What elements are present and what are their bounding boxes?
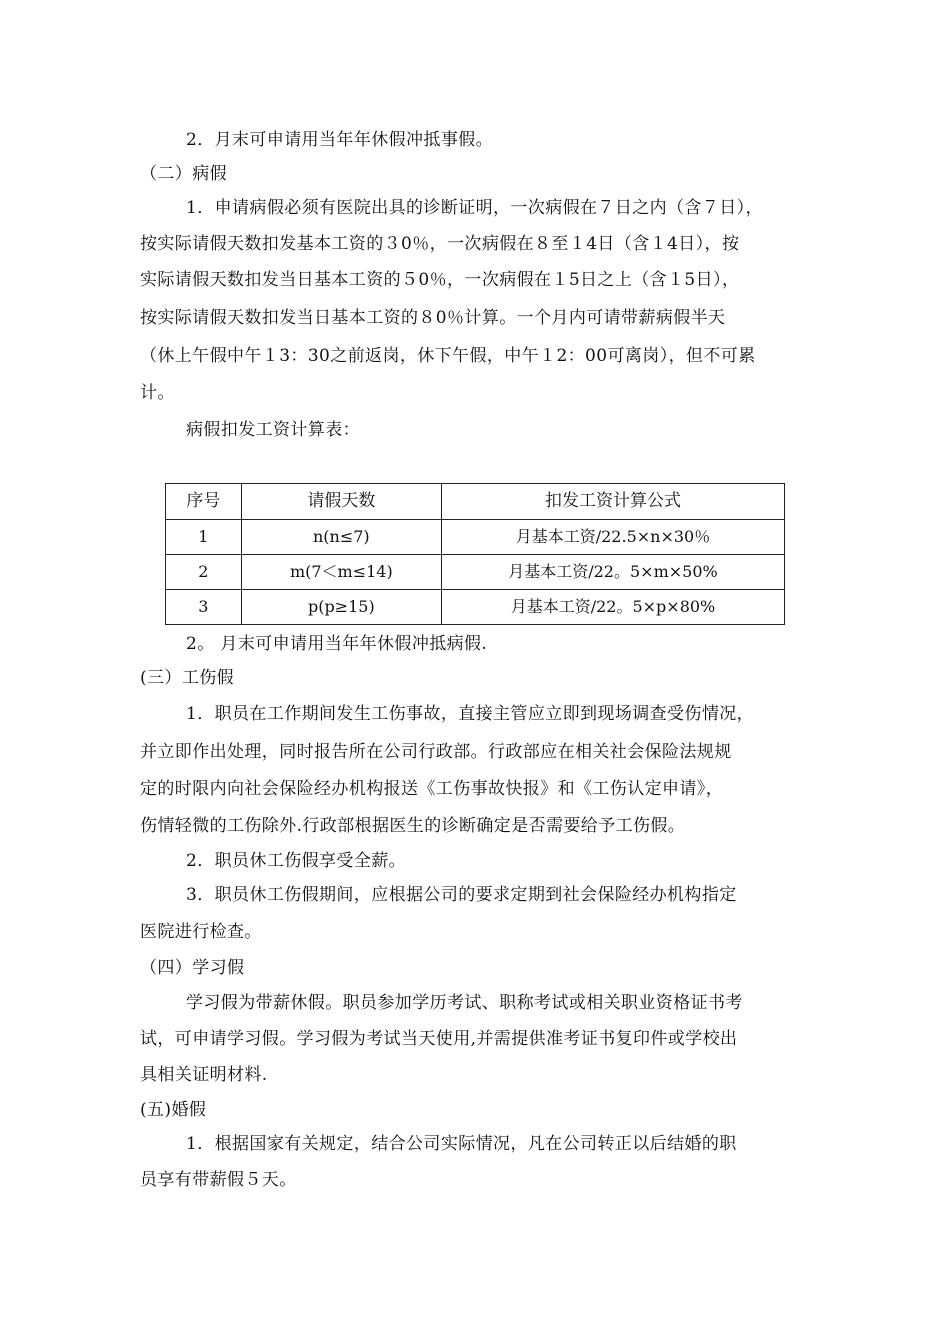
table-cell: n(n≤7) xyxy=(241,520,441,555)
table-header-row xyxy=(166,484,785,520)
paragraph-line: 伤情轻微的工伤除外.行政部根据医生的诊断确定是否需要给予工伤假。 xyxy=(140,816,686,836)
paragraph-line: 1．申请病假必须有医院出具的诊断证明，一次病假在７日之内（含７日）， xyxy=(186,198,763,218)
table-cell: 2 xyxy=(166,555,242,590)
section-heading: （四）学习假 xyxy=(140,958,245,978)
table-row xyxy=(166,590,785,625)
column-header: 请假天数 xyxy=(241,484,441,520)
table-cell: 月基本工资/22.5×n×30％ xyxy=(441,520,784,555)
section-heading: (三）工伤假 xyxy=(140,668,235,688)
paragraph-line: 2．月末可申请用当年年休假冲抵事假。 xyxy=(186,130,494,150)
paragraph-line: 2。 月末可申请用当年年休假冲抵病假. xyxy=(186,634,488,654)
paragraph-line: 并立即作出处理，同时报告所在公司行政部。行政部应在相关社会保险法规规 xyxy=(140,742,732,762)
column-header: 扣发工资计算公式 xyxy=(441,484,784,520)
paragraph-line: 定的时限内向社会保险经办机构报送《工伤事故快报》和《工伤认定申请》， xyxy=(140,779,724,799)
paragraph-line: 医院进行检查。 xyxy=(140,922,262,942)
paragraph-line: 试，可申请学习假。学习假为考试当天使用,并需提供准考证书复印件或学校出 xyxy=(140,1029,738,1049)
table-row xyxy=(166,520,785,555)
section-heading: （二）病假 xyxy=(140,164,227,184)
paragraph-line: 2．职员休工伤假享受全薪。 xyxy=(186,851,407,871)
paragraph-line: 计。 xyxy=(140,383,175,403)
paragraph-line: 按实际请假天数扣发当日基本工资的８0％计算。一个月内可请带薪病假半天 xyxy=(140,308,726,328)
table-cell: 1 xyxy=(166,520,242,555)
table-cell: 月基本工资/22。5×p×80% xyxy=(441,590,784,625)
table-cell: 3 xyxy=(166,590,242,625)
paragraph-line: 1．职员在工作期间发生工伤事故，直接主管应立即到现场调查受伤情况， xyxy=(186,704,755,724)
table-caption: 病假扣发工资计算表： xyxy=(186,420,360,440)
paragraph-line: 实际请假天数扣发当日基本工资的５0％，一次病假在１5日之上（含１5日）， xyxy=(140,270,740,290)
paragraph-line: 按实际请假天数扣发基本工资的３0％，一次病假在８至１4日（含１4日），按 xyxy=(140,234,740,254)
paragraph-line: 3．职员休工伤假期间，应根据公司的要求定期到社会保险经办机构指定 xyxy=(186,885,737,905)
table-cell: 月基本工资/22。5×m×50% xyxy=(441,555,784,590)
table-cell: p(p≥15) xyxy=(241,590,441,625)
paragraph-line: 学习假为带薪休假。职员参加学历考试、职称考试或相关职业资格证书考 xyxy=(186,993,743,1013)
table-cell: m(7＜m≤14) xyxy=(241,555,441,590)
column-header: 序号 xyxy=(166,484,242,520)
paragraph-line: 1．根据国家有关规定，结合公司实际情况，凡在公司转正以后结婚的职 xyxy=(186,1134,737,1154)
paragraph-line: 具相关证明材料. xyxy=(140,1065,268,1085)
paragraph-line: （休上午假中午１3：30之前返岗，休下午假，中午１2：00可离岗），但不可累 xyxy=(140,346,756,366)
section-heading: (五)婚假 xyxy=(140,1100,207,1120)
table-row xyxy=(166,555,785,590)
paragraph-line: 员享有带薪假５天。 xyxy=(140,1170,297,1190)
sick-leave-deduction-table xyxy=(165,483,785,625)
